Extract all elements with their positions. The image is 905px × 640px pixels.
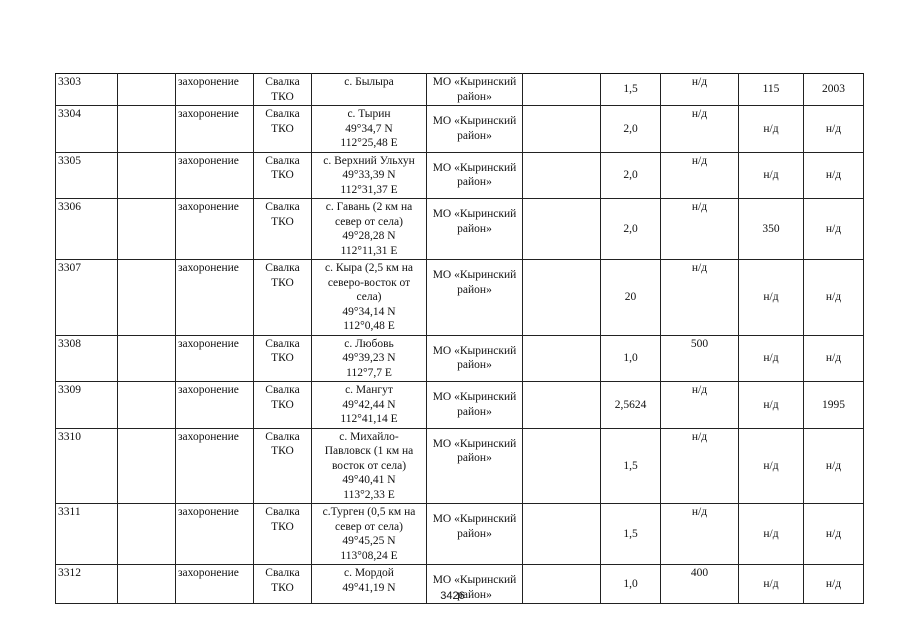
empty-cell (523, 504, 601, 565)
object-name (254, 260, 312, 336)
municipality (427, 428, 523, 504)
field-9-value: 400 (661, 565, 739, 604)
mo-line: район» (457, 176, 492, 188)
mo-line: МО «Кыринский (432, 513, 517, 525)
record-id: 3309 (56, 382, 118, 429)
location-line: 49°40,41 N (342, 474, 396, 486)
area-value: 1,5 (601, 74, 661, 106)
location-line: с. Гавань (2 км на (325, 201, 413, 213)
object-name (254, 74, 312, 106)
municipality (427, 504, 523, 565)
mo-line: МО «Кыринский (432, 115, 517, 127)
location-line: 112°31,37 E (340, 183, 398, 196)
table-row (56, 199, 864, 260)
field-9-value: н/д (661, 504, 739, 565)
mo-line: МО «Кыринский (432, 208, 517, 220)
mo-line: МО «Кыринский (432, 269, 517, 281)
record-id: 3306 (56, 199, 118, 260)
field-11-value: н/д (804, 152, 864, 199)
field-10-value: 350 (739, 199, 804, 260)
field-10-value: 115 (739, 74, 804, 106)
location-line: 112°25,48 E (340, 137, 398, 149)
mo-line: МО «Кыринский (432, 161, 517, 174)
empty-cell (523, 382, 601, 429)
record-id: 3307 (56, 260, 118, 336)
field-11-value: 1995 (804, 382, 864, 429)
field-9-value: н/д (661, 382, 739, 429)
mo-line: МО «Кыринский (432, 344, 517, 357)
activity-type: захоронение (176, 106, 254, 153)
registry-body (56, 74, 864, 604)
mo-line: район» (457, 129, 492, 142)
location-line: 49°42,44 N (342, 398, 396, 411)
location-line: север от села) (335, 520, 403, 533)
location-line: 112°11,31 E (340, 244, 398, 257)
area-value: 1,0 (601, 565, 661, 604)
object-line: ТКО (271, 352, 294, 364)
object-line: ТКО (271, 398, 294, 411)
location-line: с. Мордой (344, 567, 394, 579)
field-11-value: н/д (804, 260, 864, 336)
field-9-value: н/д (661, 428, 739, 504)
object-line: ТКО (271, 122, 294, 135)
field-9-value: н/д (661, 106, 739, 153)
object-line: ТКО (271, 520, 294, 533)
location-line: с. Былыра (344, 76, 394, 88)
registry-table (55, 73, 864, 604)
location (312, 199, 427, 260)
location-line: 112°7,7 E (346, 366, 392, 379)
field-11-value: 2003 (804, 74, 864, 106)
location-line: с.Турген (0,5 км на (322, 506, 416, 518)
location-line: с. Кыра (2,5 км на (324, 262, 414, 274)
empty-cell (523, 152, 601, 199)
field-10-value: н/д (739, 152, 804, 199)
location-line: 49°34,7 N (345, 122, 393, 135)
object-line: ТКО (271, 581, 294, 594)
location (312, 106, 427, 153)
object-line: Свалка (265, 108, 300, 120)
object-name (254, 152, 312, 199)
object-line: Свалка (265, 201, 300, 213)
location-line: 113°08,24 E (340, 549, 398, 562)
municipality (427, 152, 523, 199)
empty-cell (523, 106, 601, 153)
empty-cell (118, 199, 176, 260)
field-10-value: н/д (739, 106, 804, 153)
location-line: с. Верхний Ульхун (323, 154, 415, 167)
location-line: с. Михайло- (339, 430, 399, 443)
location (312, 335, 427, 382)
field-9-value: н/д (661, 199, 739, 260)
mo-line: МО «Кыринский (432, 437, 517, 450)
location-line: 112°41,14 E (340, 413, 398, 425)
object-line: Свалка (265, 76, 300, 88)
field-11-value: н/д (804, 199, 864, 260)
object-name (254, 428, 312, 504)
location (312, 152, 427, 199)
location-line: 49°34,14 N (342, 305, 396, 318)
empty-cell (523, 199, 601, 260)
object-line: Свалка (265, 430, 300, 443)
object-line: ТКО (271, 90, 294, 103)
object-line: Свалка (265, 154, 300, 167)
location-line: с. Тырин (347, 108, 391, 120)
activity-type: захоронение (176, 565, 254, 604)
area-value: 1,5 (601, 428, 661, 504)
table-row (56, 74, 864, 106)
location-line: север от села) (335, 215, 403, 228)
object-name (254, 504, 312, 565)
activity-type: захоронение (176, 382, 254, 429)
field-9-value: н/д (661, 74, 739, 106)
table-row (56, 382, 864, 429)
object-name (254, 199, 312, 260)
field-10-value: н/д (739, 260, 804, 336)
table-row (56, 152, 864, 199)
record-id: 3305 (56, 152, 118, 199)
record-id: 3303 (56, 74, 118, 106)
location (312, 504, 427, 565)
object-name (254, 382, 312, 429)
location-line: 49°41,19 N (342, 581, 396, 594)
object-line: Свалка (265, 506, 300, 518)
location-line: с. Мангут (345, 384, 393, 396)
mo-line: район» (457, 359, 492, 371)
mo-line: МО «Кыринский (432, 391, 517, 403)
empty-cell (523, 260, 601, 336)
activity-type: захоронение (176, 335, 254, 382)
field-9-value: н/д (661, 260, 739, 336)
area-value: 2,0 (601, 106, 661, 153)
mo-line: район» (457, 527, 492, 540)
record-id: 3304 (56, 106, 118, 153)
area-value: 1,0 (601, 335, 661, 382)
municipality (427, 335, 523, 382)
activity-type: захоронение (176, 504, 254, 565)
empty-cell (118, 106, 176, 153)
table-row (56, 335, 864, 382)
location-line: 49°28,28 N (342, 230, 396, 242)
location (312, 260, 427, 336)
object-line: ТКО (271, 276, 294, 289)
field-10-value: н/д (739, 565, 804, 604)
location-line: 49°45,25 N (342, 535, 396, 547)
location-line: восток от села) (331, 459, 407, 472)
field-11-value: н/д (804, 335, 864, 382)
location (312, 382, 427, 429)
location-line: 49°33,39 N (342, 169, 396, 181)
location-line: 112°0,48 E (343, 320, 395, 332)
field-11-value: н/д (804, 504, 864, 565)
mo-line: МО «Кыринский (432, 76, 517, 88)
empty-cell (118, 260, 176, 336)
field-9-value: 500 (661, 335, 739, 382)
area-value: 2,0 (601, 199, 661, 260)
location-line: села) (356, 291, 382, 303)
page-number: 3426 (440, 590, 465, 602)
mo-line: район» (457, 90, 492, 103)
field-11-value: н/д (804, 106, 864, 153)
object-name (254, 106, 312, 153)
field-11-value: н/д (804, 428, 864, 504)
empty-cell (118, 504, 176, 565)
empty-cell (118, 152, 176, 199)
location (312, 74, 427, 106)
location-line: северо-восток от (327, 276, 411, 289)
table-row (56, 260, 864, 336)
location-line: 49°39,23 N (342, 352, 396, 364)
record-id: 3311 (56, 504, 118, 565)
mo-line: МО «Кыринский (432, 574, 517, 586)
object-line: Свалка (265, 262, 300, 274)
field-10-value: н/д (739, 335, 804, 382)
activity-type: захоронение (176, 199, 254, 260)
activity-type: захоронение (176, 428, 254, 504)
area-value: 2,0 (601, 152, 661, 199)
municipality (427, 106, 523, 153)
area-value: 2,5624 (601, 382, 661, 429)
area-value: 20 (601, 260, 661, 336)
object-line: ТКО (271, 169, 294, 181)
location-line: Павловск (1 км на (324, 445, 414, 457)
field-10-value: н/д (739, 382, 804, 429)
field-11-value: н/д (804, 565, 864, 604)
mo-line: район» (457, 452, 492, 464)
empty-cell (523, 335, 601, 382)
location-line: 113°2,33 E (343, 488, 395, 501)
object-line: Свалка (265, 337, 300, 350)
municipality (427, 382, 523, 429)
record-id: 3310 (56, 428, 118, 504)
activity-type: захоронение (176, 260, 254, 336)
activity-type: захоронение (176, 74, 254, 106)
mo-line: район» (457, 588, 492, 601)
activity-type: захоронение (176, 152, 254, 199)
municipality (427, 74, 523, 106)
mo-line: район» (457, 405, 492, 418)
object-line: Свалка (265, 384, 300, 396)
field-10-value: н/д (739, 428, 804, 504)
table-row (56, 504, 864, 565)
municipality (427, 260, 523, 336)
location-line: с. Любовь (344, 337, 394, 350)
empty-cell (118, 335, 176, 382)
object-line: ТКО (271, 445, 294, 457)
object-name (254, 335, 312, 382)
object-line: Свалка (265, 567, 300, 579)
table-row (56, 428, 864, 504)
empty-cell (523, 428, 601, 504)
record-id: 3308 (56, 335, 118, 382)
table-row (56, 106, 864, 153)
object-line: ТКО (271, 215, 294, 228)
mo-line: район» (457, 283, 492, 296)
empty-cell (118, 382, 176, 429)
mo-line: район» (457, 222, 492, 235)
area-value: 1,5 (601, 504, 661, 565)
empty-cell (118, 428, 176, 504)
empty-cell (523, 74, 601, 106)
record-id: 3312 (56, 565, 118, 604)
municipality (427, 199, 523, 260)
field-10-value: н/д (739, 504, 804, 565)
field-9-value: н/д (661, 152, 739, 199)
empty-cell (118, 74, 176, 106)
location (312, 428, 427, 504)
